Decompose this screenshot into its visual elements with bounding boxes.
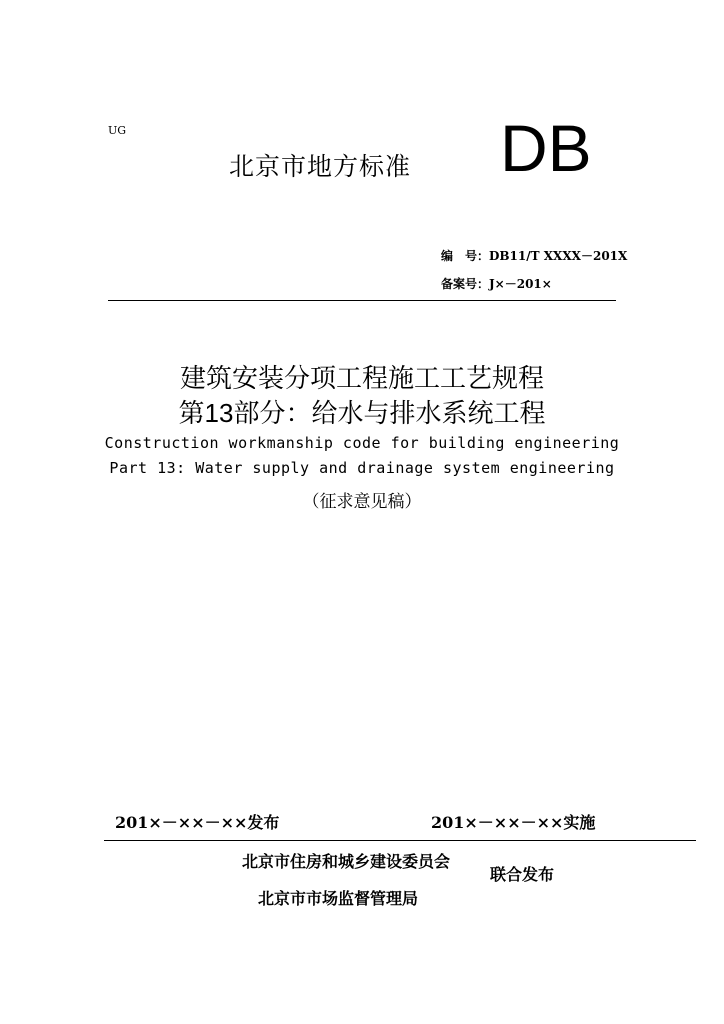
title-cn-line1: 建筑安装分项工程施工工艺规程 <box>179 363 544 393</box>
standard-number: 编 号：DB11/T XXXX－201X <box>441 249 628 263</box>
title-en-line1: Construction workmanship code for building engineering <box>104 434 620 452</box>
db-logo: DB <box>500 111 592 185</box>
title-en-line2: Part 13: Water supply and drainage system engineering <box>109 459 615 477</box>
filing-number: 备案号：J×－201× <box>441 277 552 291</box>
draft-note: （征求意见稿） <box>302 492 422 511</box>
title-cn-line2: 第13部分：给水与排水系统工程 <box>178 398 546 428</box>
standard-type: 北京市地方标准 <box>229 153 412 181</box>
joint-issue-label: 联合发布 <box>490 867 555 884</box>
ics-code: UG <box>108 124 127 137</box>
header-divider <box>108 300 616 301</box>
issuer-market-supervision: 北京市市场监督管理局 <box>258 891 419 908</box>
publish-date: 201×－××－××发布 <box>115 813 280 832</box>
issuer-housing-commission: 北京市住房和城乡建设委员会 <box>242 854 451 871</box>
implement-date: 201×－××－××实施 <box>431 813 596 832</box>
footer-divider <box>104 840 696 841</box>
